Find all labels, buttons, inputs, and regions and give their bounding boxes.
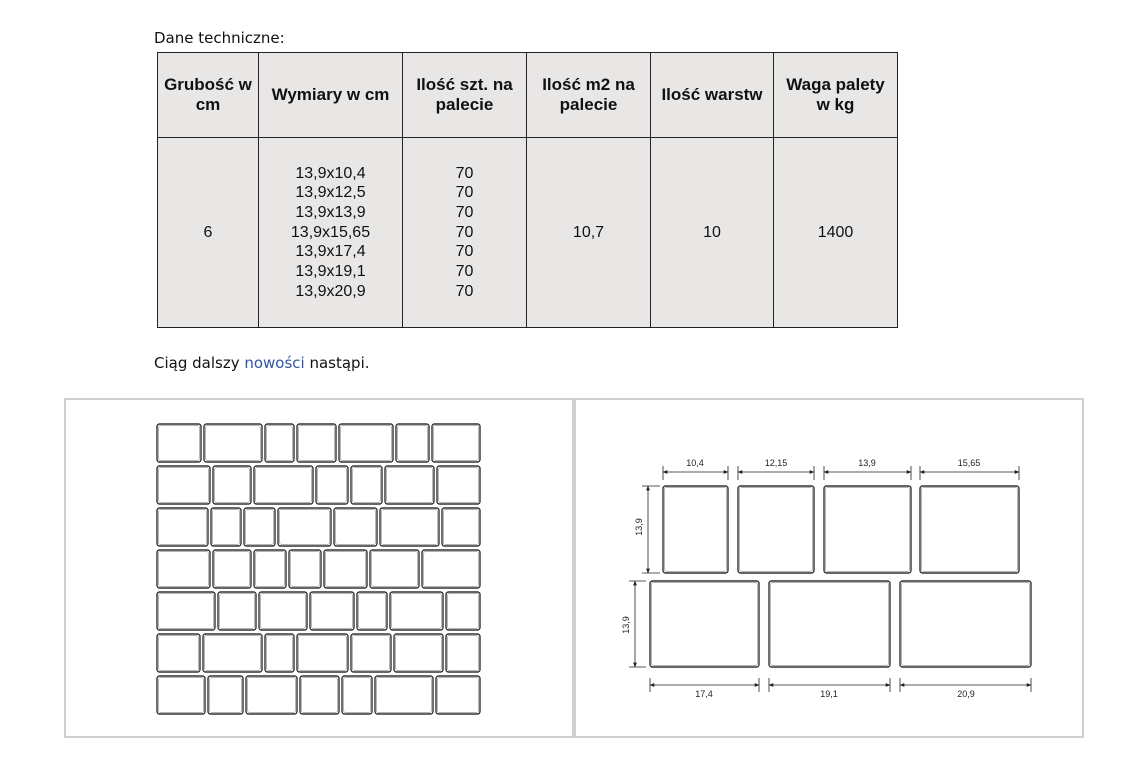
cell-layers: 10 [651,138,774,328]
paving-stone [254,550,286,588]
dimension-diagram-panel [574,398,1084,738]
paving-stone [385,466,434,504]
paving-stone [297,634,348,672]
bottom-width-label: 20,9 [957,689,975,699]
paving-stone [310,592,354,630]
table-header-row [158,53,898,138]
top-stone [920,486,1019,573]
paving-stone [446,592,480,630]
section-heading: Dane techniczne: [154,29,285,47]
top-stone [824,486,911,573]
paving-stone [157,676,205,714]
paving-stone [265,634,294,672]
paving-stone [254,466,313,504]
header-weight: Waga palety w kg [774,53,898,138]
paving-stone [204,424,262,462]
paving-stone [324,550,367,588]
pieces-value: 70 [455,282,474,300]
cell-weight: 1400 [774,138,898,328]
cell-pieces [403,138,527,328]
paving-stone [351,634,391,672]
paving-stone [370,550,419,588]
dimension-value: 13,9x10,4 [295,164,366,182]
paving-stone [213,466,251,504]
paving-stone [208,676,243,714]
dimension-diagram-drawing [576,400,1082,736]
paving-stone [213,550,251,588]
header-layers: Ilość warstw [651,53,774,138]
paving-stone [432,424,480,462]
header-m2: Ilość m2 na palecie [527,53,651,138]
paving-stone [339,424,393,462]
dimension-value: 13,9x19,1 [295,263,366,281]
bottom-width-label: 19,1 [820,689,838,699]
top-width-label: 13,9 [858,458,876,468]
paving-stone [300,676,339,714]
paving-stone [259,592,307,630]
paving-stone [203,634,262,672]
paving-stone [157,634,200,672]
note-after: nastąpi. [304,354,370,372]
paving-stone [437,466,480,504]
paving-stone [351,466,382,504]
paving-stone [436,676,480,714]
paving-pattern-drawing [66,400,572,736]
top-width-label: 10,4 [686,458,704,468]
pieces-value: 70 [455,263,474,281]
paving-stone [394,634,443,672]
bottom-stone [900,581,1031,667]
header-thickness: Grubość w cm [158,53,259,138]
paving-stone [446,634,480,672]
bottom-width-label: 17,4 [695,689,713,699]
note-before: Ciąg dalszy [154,354,245,372]
paving-stone [297,424,336,462]
cell-thickness: 6 [158,138,259,328]
paving-stone [380,508,439,546]
paving-stone [442,508,480,546]
paving-stone [334,508,377,546]
continuation-note [154,354,370,372]
paving-pattern-panel [64,398,574,738]
paving-stone [278,508,331,546]
paving-stone [157,466,210,504]
bottom-stone [650,581,759,667]
news-link[interactable]: nowości [244,354,305,372]
header-dimensions: Wymiary w cm [259,53,403,138]
paving-stone [396,424,429,462]
height-label: 13,9 [621,616,631,634]
cell-dimensions [259,138,403,328]
pieces-value: 70 [455,223,474,241]
paving-stone [211,508,241,546]
top-stone [738,486,814,573]
bottom-stone [769,581,890,667]
paving-stone [218,592,256,630]
paving-stone [342,676,372,714]
top-width-label: 12,15 [764,458,788,468]
paving-stone [316,466,348,504]
header-pieces: Ilość szt. na palecie [403,53,527,138]
paving-stone [157,592,215,630]
paving-stone [357,592,387,630]
paving-stone [246,676,297,714]
paving-stone [390,592,443,630]
paving-stone [375,676,433,714]
paving-stone [265,424,294,462]
paving-stone [244,508,275,546]
top-width-label: 15,65 [957,458,981,468]
dimension-value: 13,9x20,9 [295,282,366,300]
paving-stone [157,550,210,588]
technical-data-table [157,52,898,328]
pieces-value: 70 [455,184,474,202]
dimension-value: 13,9x12,5 [295,184,366,202]
top-stone [663,486,728,573]
dimension-value: 13,9x15,65 [290,223,371,241]
pieces-value: 70 [455,164,474,182]
pieces-value: 70 [455,243,474,261]
paving-stone [422,550,480,588]
paving-stone [289,550,321,588]
dimension-value: 13,9x13,9 [295,203,366,221]
pieces-value: 70 [455,203,474,221]
table-row [158,138,898,328]
dimension-value: 13,9x17,4 [295,243,366,261]
cell-m2: 10,7 [527,138,651,328]
height-label: 13,9 [634,518,644,536]
paving-stone [157,508,208,546]
paving-stone [157,424,201,462]
